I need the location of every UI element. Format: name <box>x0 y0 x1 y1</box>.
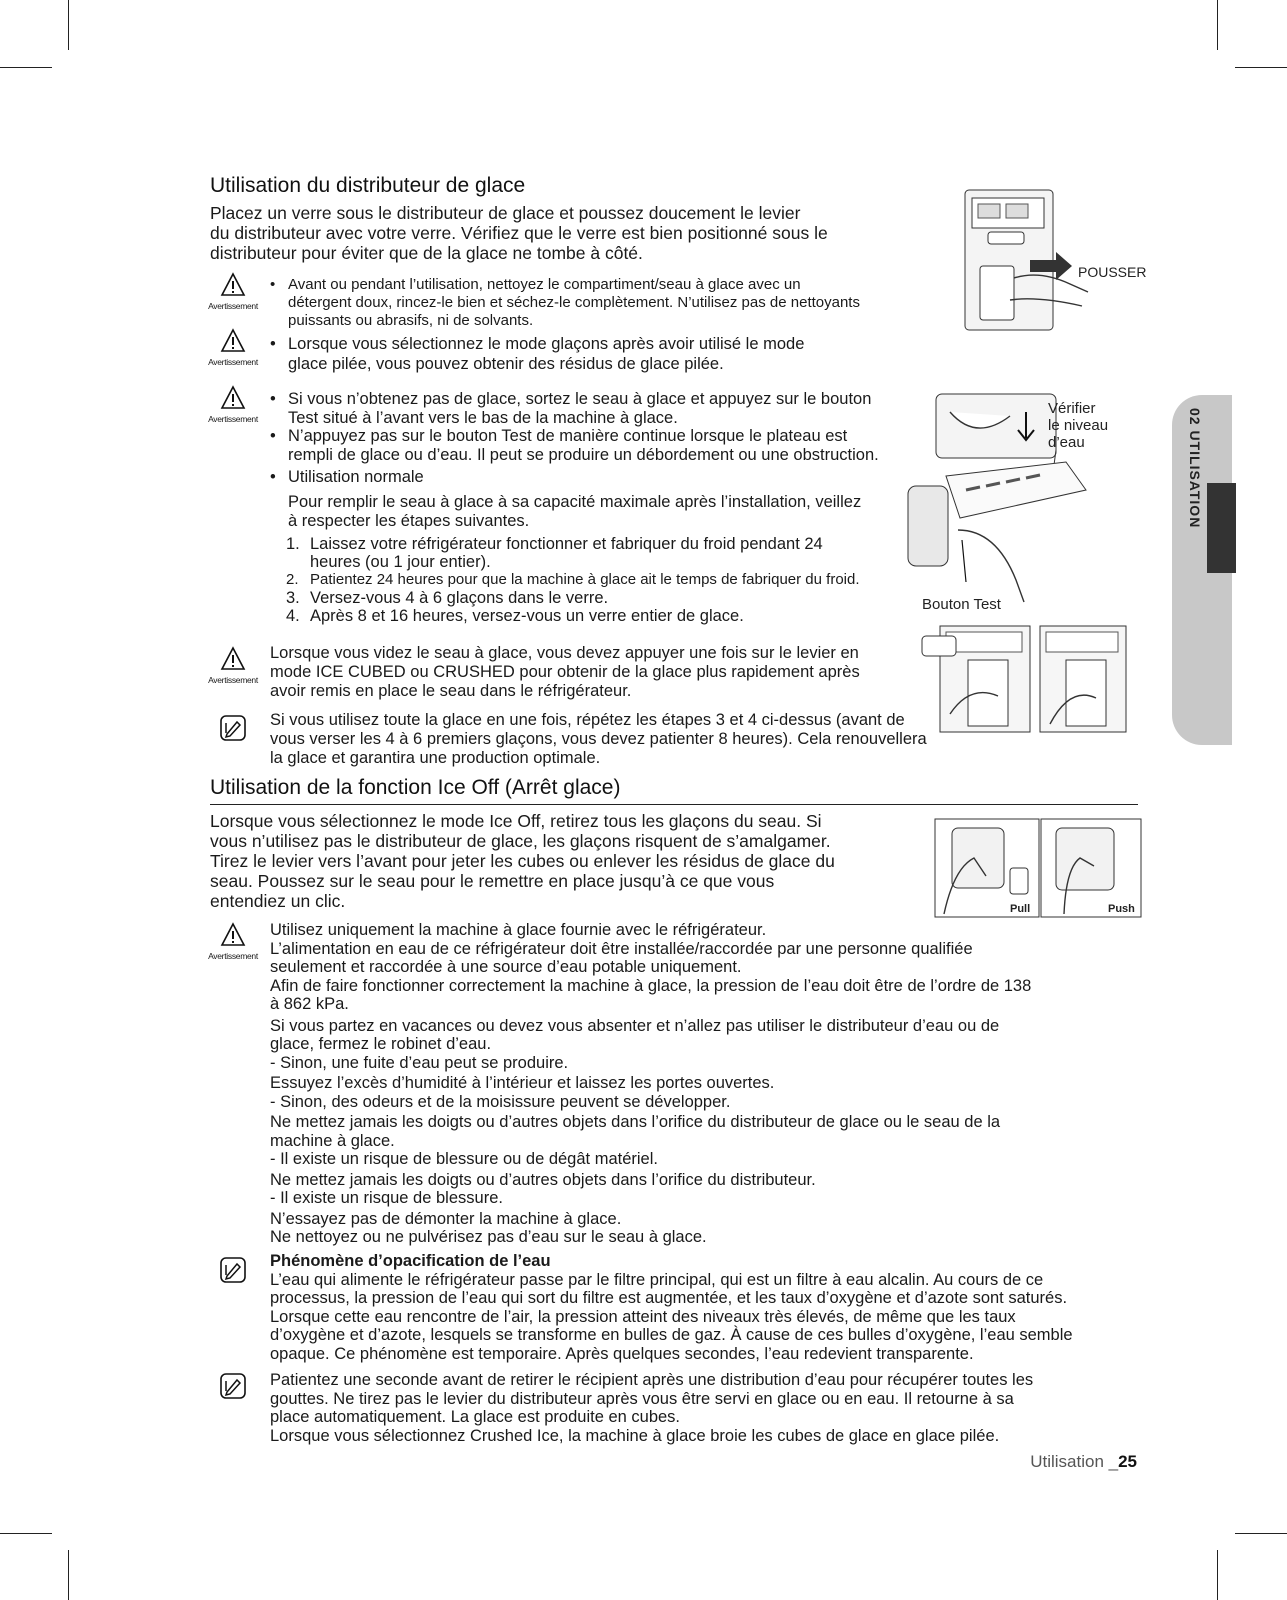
crop-mark <box>1217 1550 1218 1600</box>
fig-label-verifier: Vérifier le niveau d’eau <box>1048 400 1109 451</box>
page-number: 25 <box>1118 1452 1137 1471</box>
fig-label-pull: Pull <box>1010 903 1031 915</box>
steps-list <box>286 535 926 625</box>
section2-intro: Lorsque vous sélectionnez le mode Ice Off, retirez tous les glaçons du seau. Si vous n’utilisez pas le distributeur de glace, les glaçons risquent de s’amalgamer. Tirez le levier vers l’avant pour jeter les cubes ou enlever les résidus de glace du seau. Poussez sur le seau pour le remettre en place jusqu’à ce que vous entendiez un clic. <box>210 811 835 911</box>
list-item: 1. Laissez votre réfrigérateur fonctionner et fabriquer du froid pendant 24 heures (ou 1 jour entier). <box>286 535 823 571</box>
list-item: • Avant ou pendant l’utilisation, nettoyez le compartiment/seau à glace avec un détergent doux, rincez-le bien et séchez-le complètement. N’utilisez pas de nettoyants puissants ou abrasifs, ni de solvants. <box>268 276 948 330</box>
list-item: 4. Après 8 et 16 heures, versez-vous un verre entier de glace. <box>286 607 744 625</box>
fig-label-push: Push <box>1108 903 1135 915</box>
list-item: • N’appuyez pas sur le bouton Test de manière continue lorsque le plateau est rempli de glace ou d’eau. Il peut se produire un débordement ou une obstruction. <box>268 427 938 464</box>
warning-icon-5 <box>202 922 264 961</box>
note-text-2: Phénomène d’opacification de l’eau L’eau qui alimente le réfrigérateur passe par le filtre principal, qui est un filtre à eau alcalin. Au cours de ce processus, la pression de l’eau qui sort du filtre est augmentée, et les taux d’oxygène et d’azote sont saturés. Lorsque cette eau rencontre de l’air, la pression atteint des niveaux très élevés, de même que les taux d’oxygène et d’azote, lesquels se transforme en bulles de gaz. À cause de ces bulles d’oxygène, l’eau semble opaque. Ce phénomène est temporaire. Après quelques secondes, l’eau redevient transparente. <box>270 1252 1150 1363</box>
fig-label-pousser: POUSSER <box>1078 264 1147 280</box>
dispenser-push-illustration <box>960 188 1130 338</box>
warning-triangle-icon <box>220 646 246 672</box>
section-divider <box>210 804 1138 805</box>
list-item: • Lorsque vous sélectionnez le mode glaçons après avoir utilisé le mode glace pilée, vous pouvez obtenir des résidus de glace pilée. <box>268 334 948 374</box>
crop-mark <box>68 1550 69 1600</box>
warning-text-4: Lorsque vous videz le seau à glace, vous devez appuyer une fois sur le levier en mode ICE CUBED ou CRUSHED pour obtenir de la glace plus rapidement après avoir remis en place le seau dans le réfrigérateur. <box>270 644 860 700</box>
warning-list-1 <box>268 276 948 330</box>
warning-text-5: Utilisez uniquement la machine à glace fournie avec le réfrigérateur. L’alimentation en eau de ce réfrigérateur doit être installée/raccordée par une personne qualifiée seulement et raccordée à une source d’eau potable uniquement. Afin de faire fonctionner correctement la machine à glace, la pression de l’eau doit être de l’ordre de 138 à 862 kPa. Si vous partez en vacances ou devez vous absenter et n’allez pas utiliser le distributeur d’eau ou de glace, fermez le robinet d’eau. - Sinon, une fuite d’eau peut se produire. Essuyez l’excès d’humidité à l’intérieur et laissez les portes ouvertes. - Sinon, des odeurs et de la moisissure peuvent se développer. Ne mettez jamais les doigts ou d’autres objets dans l’orifice du distributeur de glace ou le seau de la machine à glace. - Il existe un risque de blessure ou de dégât matériel. Ne mettez jamais les doigts ou d’autres objets dans l’orifice du distributeur. - Il existe un risque de blessure. N’essayez pas de démonter la machine à glace. Ne nettoyez ou ne pulvérisez pas d’eau sur le seau à glace. <box>270 921 1032 1246</box>
warning-list-3 <box>268 390 938 487</box>
note-icon <box>219 714 247 742</box>
fig-label-bouton-test: Bouton Test <box>922 596 1001 613</box>
warning-triangle-icon <box>220 385 246 411</box>
warning-icon-2 <box>202 328 264 367</box>
warning-label: Avertissement <box>208 951 258 961</box>
warning-icon-1 <box>202 272 264 311</box>
list-item: • Utilisation normale <box>268 468 938 487</box>
warning-icon-3 <box>202 385 264 424</box>
normal-use-text: Pour remplir le seau à glace à sa capacité maximale après l’installation, veillez à respecter les étapes suivantes. <box>288 493 862 530</box>
section1-intro: Placez un verre sous le distributeur de glace et poussez doucement le levier du distributeur avec votre verre. Vérifiez que le verre est bien positionné sous le distributeur pour éviter que de la glace ne tombe à côté. <box>210 203 828 263</box>
crop-mark <box>68 0 69 50</box>
page-footer <box>1030 1452 1137 1472</box>
crop-mark <box>1235 67 1287 68</box>
section-title-ice-dispenser: Utilisation du distributeur de glace <box>210 174 526 197</box>
list-item: • Si vous n’obtenez pas de glace, sortez le seau à glace et appuyez sur le bouton Test situé à l’avant vers le bas de la machine à glace. <box>268 390 938 427</box>
warning-label: Avertissement <box>208 301 258 311</box>
warning-list-2 <box>268 334 948 374</box>
note-icon <box>219 1372 247 1400</box>
warning-triangle-icon <box>220 328 246 354</box>
crop-mark <box>0 67 52 68</box>
warning-label: Avertissement <box>208 675 258 685</box>
crop-mark <box>0 1533 52 1534</box>
warning-label: Avertissement <box>208 414 258 424</box>
warning-triangle-icon <box>220 922 246 948</box>
section-title-ice-off: Utilisation de la fonction Ice Off (Arrêt glace) <box>210 776 621 799</box>
crop-mark <box>1235 1533 1287 1534</box>
note-title: Phénomène d’opacification de l’eau <box>270 1252 551 1270</box>
crop-mark <box>1217 0 1218 50</box>
list-item: 2. Patientez 24 heures pour que la machine à glace ait le temps de fabriquer du froid. <box>286 571 860 588</box>
chapter-tab-label: 02 UTILISATION <box>1187 408 1203 529</box>
note-icon <box>219 1256 247 1284</box>
chapter-tab-marker <box>1207 483 1236 573</box>
list-item: 3. Versez-vous 4 à 6 glaçons dans le verre. <box>286 589 609 607</box>
note-text-1: Si vous utilisez toute la glace en une fois, répétez les étapes 3 et 4 ci-dessus (avant de vous verser les 4 à 6 premiers glaçons, vous devez patienter 8 heures). Cela renouvellera la glace et garantira une production optimale. <box>270 711 927 767</box>
dispenser-lever-illustration <box>920 624 1130 736</box>
warning-triangle-icon <box>220 272 246 298</box>
warning-label: Avertissement <box>208 357 258 367</box>
footer-section: Utilisation _ <box>1030 1452 1119 1471</box>
note-text-3: Patientez une seconde avant de retirer le récipient après une distribution d’eau pour récupérer toutes les gouttes. Ne tirez pas le levier du distributeur après vous être servi en glace ou en eau. Il retourne à sa place automatiquement. La glace est produite en cubes. Lorsque vous sélectionnez Crushed Ice, la machine à glace broie les cubes de glace en glace pilée. <box>270 1371 1034 1445</box>
warning-icon-4 <box>202 646 264 685</box>
